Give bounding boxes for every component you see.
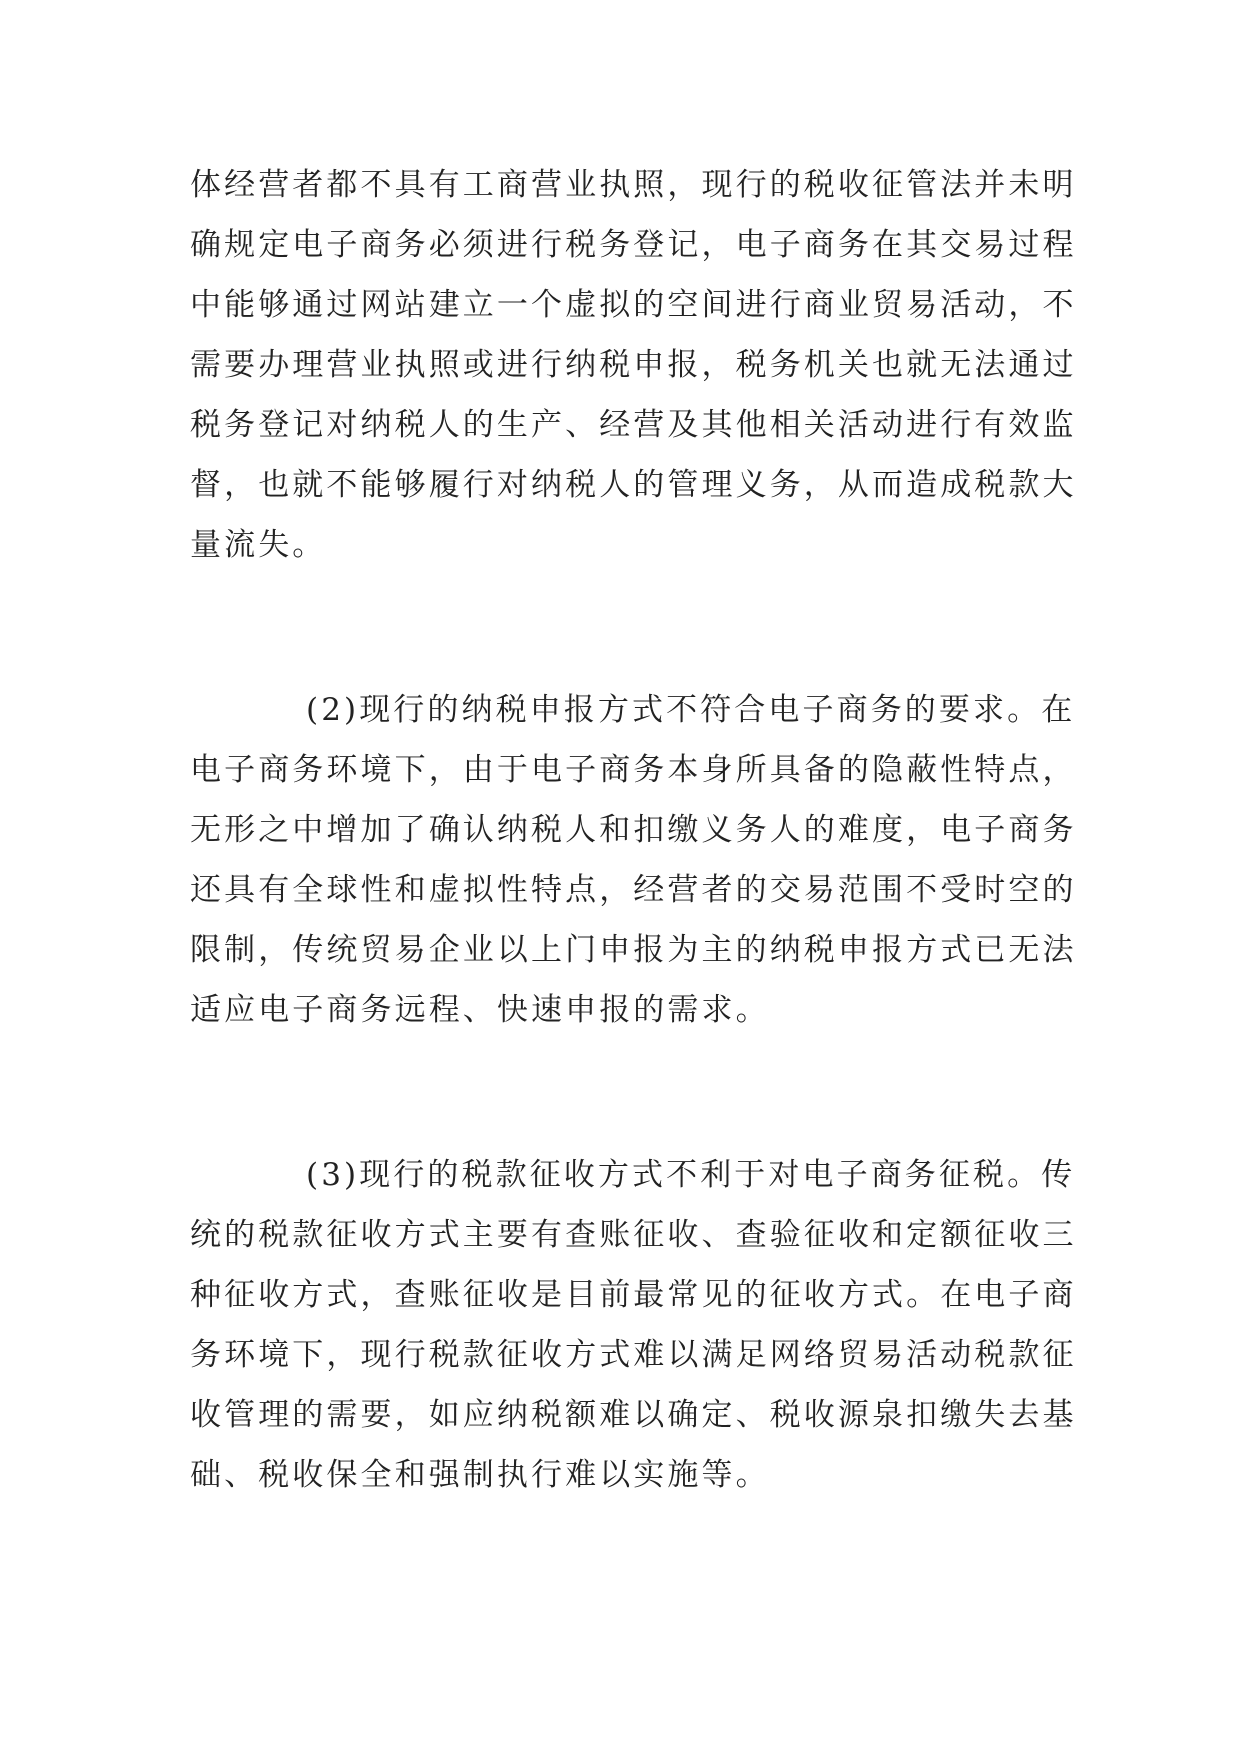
text-line: 务环境下，现行税款征收方式难以满足网络贸易活动税款征 (190, 1337, 1077, 1373)
paragraph-tax-collection-method (190, 1145, 1077, 1505)
text-line: 税务登记对纳税人的生产、经营及其他相关活动进行有效监 (190, 407, 1077, 443)
text-line: 中能够通过网站建立一个虚拟的空间进行商业贸易活动，不 (190, 287, 1077, 323)
text-line: 统的税款征收方式主要有查账征收、查验征收和定额征收三 (190, 1217, 1077, 1253)
text-line: 需要办理营业执照或进行纳税申报，税务机关也就无法通过 (190, 347, 1077, 383)
text-line: 种征收方式，查账征收是目前最常见的征收方式。在电子商 (190, 1277, 1077, 1313)
text-line: 收管理的需要，如应纳税额难以确定、税收源泉扣缴失去基 (190, 1397, 1077, 1433)
text-line: 电子商务环境下，由于电子商务本身所具备的隐蔽性特点， (190, 752, 1077, 788)
text-line: 体经营者都不具有工商营业执照，现行的税收征管法并未明 (190, 167, 1077, 203)
paragraph-electronic-commerce-registration (190, 155, 1077, 575)
text-line: 适应电子商务远程、快速申报的需求。 (190, 992, 770, 1028)
text-line: 础、税收保全和强制执行难以实施等。 (190, 1457, 770, 1493)
text-line: 量流失。 (190, 527, 327, 563)
text-line: 督，也就不能够履行对纳税人的管理义务，从而造成税款大 (190, 467, 1077, 503)
paragraph-tax-declaration-method (190, 680, 1077, 1040)
text-line: 还具有全球性和虚拟性特点，经营者的交易范围不受时空的 (190, 872, 1077, 908)
text-line: 确规定电子商务必须进行税务登记，电子商务在其交易过程 (190, 227, 1077, 263)
text-line: 无形之中增加了确认纳税人和扣缴义务人的难度，电子商务 (190, 812, 1077, 848)
text-line: (2)现行的纳税申报方式不符合电子商务的要求。在 (306, 692, 1076, 728)
text-line: (3)现行的税款征收方式不利于对电子商务征税。传 (306, 1157, 1076, 1193)
text-line: 限制，传统贸易企业以上门申报为主的纳税申报方式已无法 (190, 932, 1077, 968)
